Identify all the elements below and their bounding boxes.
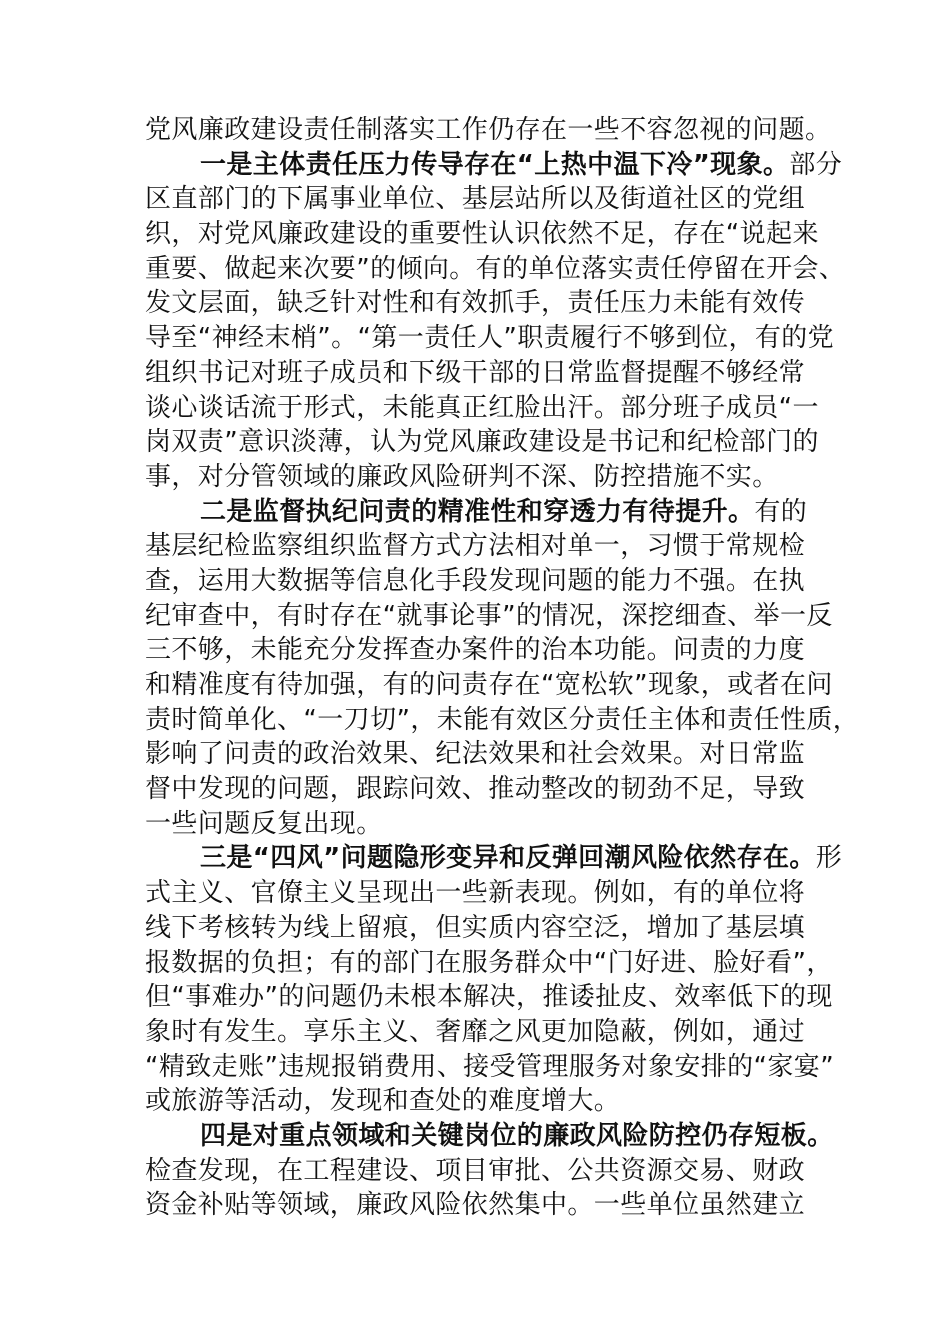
text-line: “精致走账”违规报销费用、接受管理服务对象安排的“家宴” (145, 1051, 835, 1082)
text-run: 形 (815, 843, 843, 874)
text-line: 三不够，未能充分发挥查办案件的治本功能。问责的力度 (145, 635, 806, 666)
paragraph-three (145, 841, 843, 1119)
text-line: 区直部门的下属事业单位、基层站所以及街道社区的党组 (145, 184, 806, 215)
paragraph-two (145, 495, 860, 842)
text-line: 纪审查中，有时存在“就事论事”的情况，深挖细查、举一反 (145, 600, 833, 631)
paragraph-one (145, 148, 846, 495)
paragraph-four (145, 1119, 834, 1223)
text-run: 有的 (754, 496, 808, 527)
text-line: 发文层面，缺乏针对性和有效抓手，责任压力未能有效传 (145, 288, 806, 319)
text-line: 岗双责”意识淡薄，认为党风廉政建设是书记和纪检部门的 (145, 427, 819, 458)
text-line: 组织书记对班子成员和下级干部的日常监督提醒不够经常 (145, 357, 806, 388)
text-line: 织，对党风廉政建设的重要性认识依然不足，存在“说起来 (145, 219, 819, 250)
text-line: 党风廉政建设责任制落实工作仍存在一些不容忽视的问题。 (145, 115, 832, 145)
text-line: 和精准度有待加强，有的问责存在“宽松软”现象，或者在问 (145, 670, 833, 700)
paragraph-heading: 一是主体责任压力传导存在“上热中温下冷”现象。 (200, 149, 790, 180)
text-line: 象时有发生。享乐主义、奢靡之风更加隐蔽，例如，通过 (145, 1016, 806, 1047)
document-page (145, 113, 860, 1223)
text-line: 线下考核转为线上留痕，但实质内容空泛，增加了基层填 (145, 912, 806, 943)
text-line: 一些问题反复出现。 (145, 808, 383, 839)
text-line: 查，运用大数据等信息化手段发现问题的能力不强。在执 (145, 565, 806, 596)
text-line: 谈心谈话流于形式，未能真正红脸出汗。部分班子成员“一 (145, 392, 819, 423)
text-line: 事，对分管领域的廉政风险研判不深、防控措施不实。 (145, 461, 779, 492)
text-line: 式主义、官僚主义呈现出一些新表现。例如，有的单位将 (145, 878, 806, 909)
text-line: 导至“神经末梢”。“第一责任人”职责履行不够到位，有的党 (145, 323, 835, 354)
text-line: 影响了问责的政治效果、纪法效果和社会效果。对日常监 (145, 739, 806, 770)
paragraph-heading: 四是对重点领域和关键岗位的廉政风险防控仍存短板。 (200, 1120, 834, 1151)
text-line (145, 1119, 834, 1154)
text-line: 重要、做起来次要”的倾向。有的单位落实责任停留在开会、 (145, 253, 846, 284)
text-line (145, 148, 843, 183)
text-line (145, 841, 843, 876)
text-line: 责时简单化、“一刀切”，未能有效区分责任主体和责任性质， (145, 704, 860, 735)
text-line: 基层纪检监察组织监督方式方法相对单一，习惯于常规检 (145, 531, 806, 562)
text-line: 资金补贴等领域，廉政风险依然集中。一些单位虽然建立 (145, 1190, 806, 1221)
text-line: 报数据的负担；有的部门在服务群众中“门好进、脸好看”， (145, 947, 833, 978)
text-line: 但“事难办”的问题仍未根本解决，推诿扯皮、效率低下的现 (145, 982, 833, 1013)
paragraph-heading: 二是监督执纪问责的精准性和穿透力有待提升。 (200, 496, 755, 527)
text-line (145, 495, 810, 530)
text-line: 或旅游等活动，发现和查处的难度增大。 (145, 1086, 621, 1117)
text-line: 督中发现的问题，跟踪问效、推动整改的韧劲不足，导致 (145, 774, 806, 805)
text-line: 检查发现，在工程建设、项目审批、公共资源交易、财政 (145, 1155, 806, 1186)
paragraph-intro (145, 113, 832, 148)
paragraph-heading: 三是“四风”问题隐形变异和反弹回潮风险依然存在。 (200, 843, 816, 874)
text-run: 部分 (789, 149, 843, 180)
